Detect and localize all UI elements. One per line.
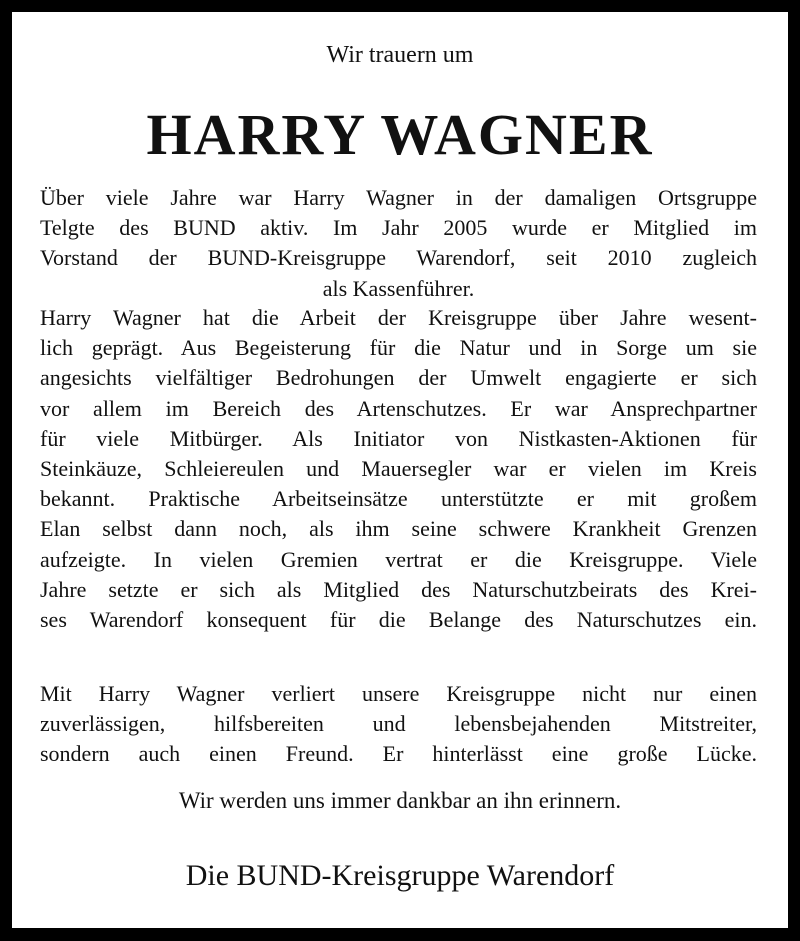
text-line: Telgte des BUND aktiv. Im Jahr 2005 wurde er Mitglied im xyxy=(40,215,757,241)
text-line: lich geprägt. Aus Begeisterung für die Natur und in Sorge um sie xyxy=(40,335,757,361)
text-line: zuverlässigen, hilfsbereiten und lebensbejahenden Mitstreiter, xyxy=(40,711,757,737)
text-line: als Kassenführer. xyxy=(322,275,475,301)
deceased-name: HARRY WAGNER xyxy=(146,102,654,167)
text-line: angesichts vielfältiger Bedrohungen der Umwelt engagierte er sich xyxy=(40,365,757,391)
text-line: vor allem im Bereich des Artenschutzes. Er war Ansprechpartner xyxy=(40,395,757,421)
text-line: für viele Mitbürger. Als Initiator von Nistkasten-Aktionen für xyxy=(40,425,757,451)
closing-line: Wir werden uns immer dankbar an ihn erinnern. xyxy=(178,788,622,813)
text-line: ses Warendorf konsequent für die Belange des Naturschutzes ein. xyxy=(40,607,757,633)
paragraph-3 xyxy=(40,679,757,770)
text-line: Elan selbst dann noch, als ihm seine schwere Krankheit Grenzen xyxy=(40,516,757,542)
text-line: Mit Harry Wagner verliert unsere Kreisgruppe nicht nur einen xyxy=(40,681,757,706)
paragraph-1 xyxy=(40,183,757,304)
text-line: aufzeigte. In vielen Gremien vertrat er die Kreisgruppe. Viele xyxy=(40,546,757,572)
text-line: Jahre setzte er sich als Mitglied des Naturschutzbeirats des Krei- xyxy=(40,576,757,602)
intro-line: Wir trauern um xyxy=(326,42,474,68)
text-line: bekannt. Praktische Arbeitseinsätze unterstützte er mit großem xyxy=(40,486,757,512)
text-line: Harry Wagner hat die Arbeit der Kreisgruppe über Jahre wesent- xyxy=(40,305,757,330)
obituary-notice xyxy=(12,12,788,928)
text-line: sondern auch einen Freund. Er hinterlässt eine große Lücke. xyxy=(40,741,757,767)
text-line: Über viele Jahre war Harry Wagner in der damaligen Ortsgruppe xyxy=(40,185,757,210)
paragraph-2 xyxy=(40,303,757,635)
text-line: Steinkäuze, Schleiereulen und Mauersegler war er vielen im Kreis xyxy=(40,456,757,482)
signature: Die BUND-Kreisgruppe Warendorf xyxy=(185,859,615,892)
text-line: Vorstand der BUND-Kreisgruppe Warendorf, seit 2010 zugleich xyxy=(40,245,757,271)
